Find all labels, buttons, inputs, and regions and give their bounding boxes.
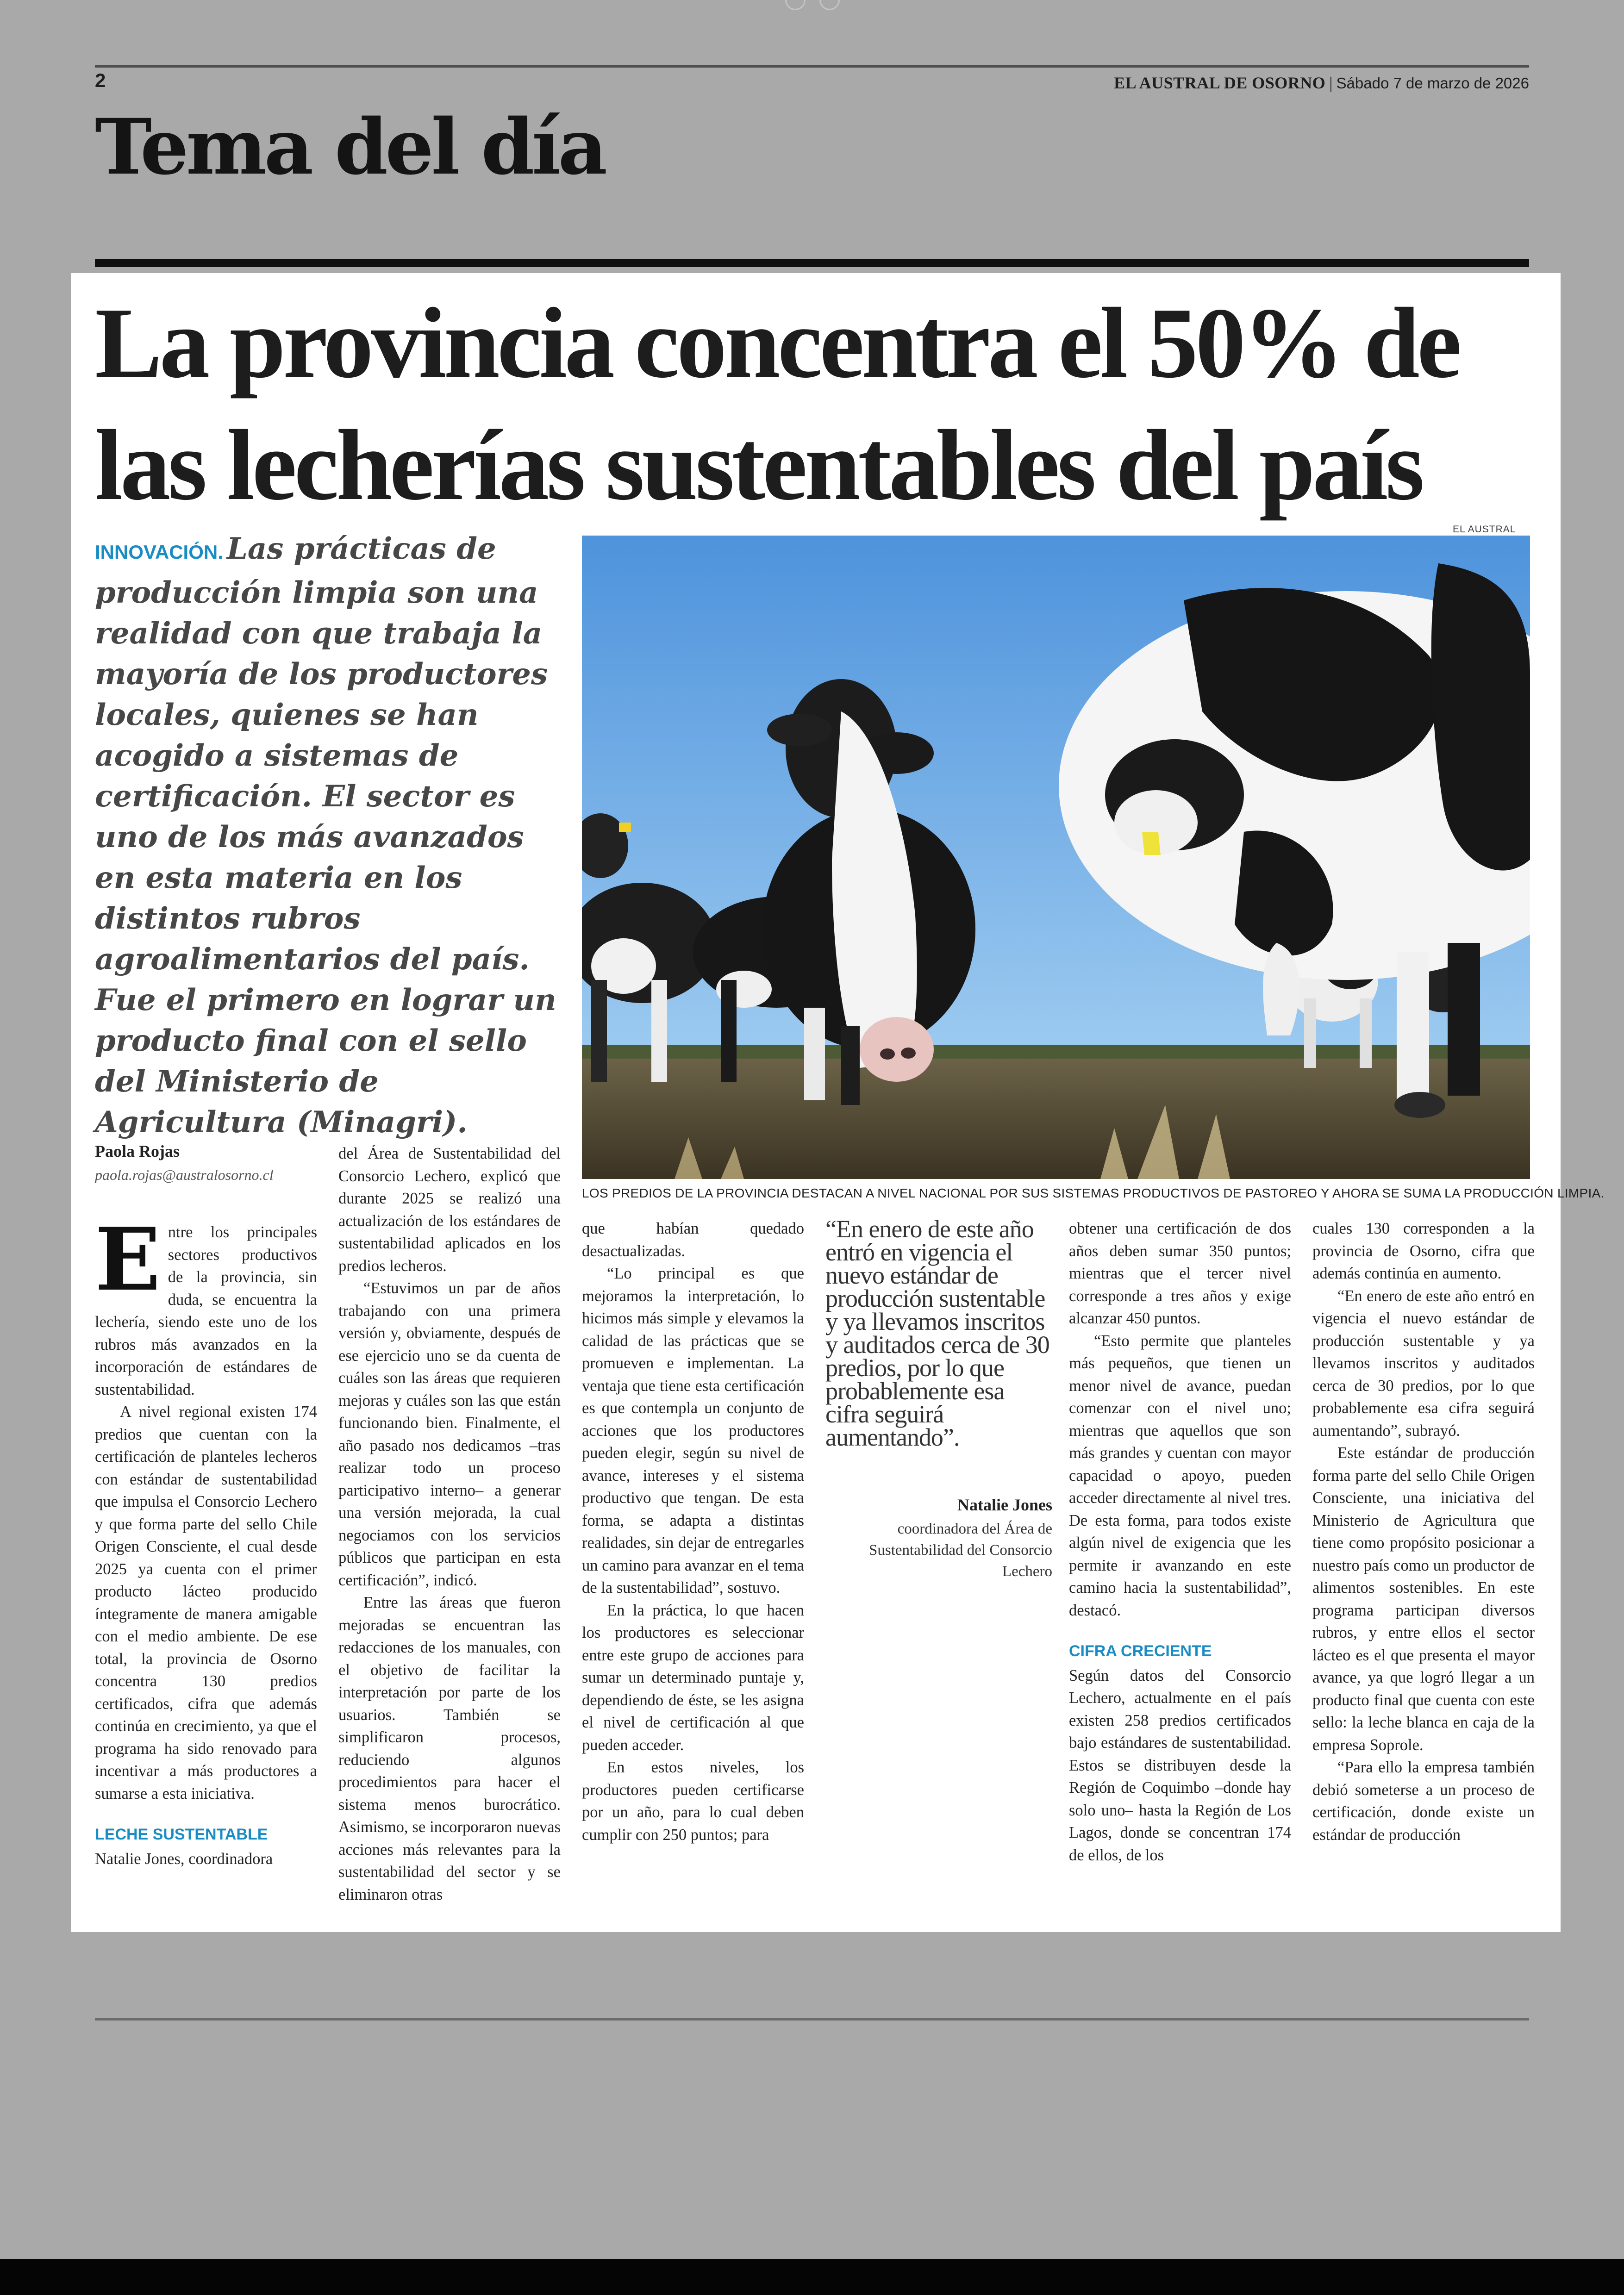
headline: La provincia concentra el 50% de las lecherías sustentables del país (95, 287, 1459, 521)
paragraph-text: ntre los principales sectores productivos de la provincia, sin duda, se encuentra la lechería, siendo este uno de los rubros más avanzados en la incorporación de estándares de sustentabilidad. (95, 1223, 317, 1398)
photo-caption: LOS PREDIOS DE LA PROVINCIA DESTACAN A NIVEL NACIONAL POR SUS SISTEMAS PRODUCTIVOS DE PASTOREO Y AHORA SE SUMA LA PRODUCCIÓN LIMPIA. (582, 1186, 1605, 1200)
deck-kicker: INNOVACIÓN. (95, 541, 223, 563)
column-6-paragraph: Este estándar de producción forma parte del sello Chile Origen Consciente, una iniciativa del Ministerio de Agricultura que tiene como propósito posicionar a nuestro país como un productor de alimentos sostenibles. En este programa participan diversos rubros, y entre ellos el sector lácteo es el que presenta el mayor avance, ya que logró llegar a un producto final que cuenta con este sello: la leche blanca en caja de la empresa Soprole. (1312, 1444, 1535, 1754)
column-2-paragraph: del Área de Sustentabilidad del Consorcio Lechero, explicó que durante 2025 se realizó una actualización de los estándares de sustentabilidad aplicados en los predios lecheros. (338, 1145, 561, 1275)
byline (95, 1141, 317, 1184)
column-6 (1312, 1217, 1535, 1846)
deck (95, 529, 558, 1143)
column-3-paragraph: En la práctica, lo que hacen los productores es seleccionar entre este grupo de acciones para sumar un determinado puntaje y, dependiendo de éste, se les asigna el nivel de certificación al que pueden acceder. (582, 1601, 804, 1754)
column-2-paragraph: Entre las áreas que fueron mejoradas se encuentran las redacciones de los manuales, con el objetivo de facilitar la interpretación por parte de los usuarios. También se simplificaron procesos, reduciendo algunos procedimientos para hacer el sistema menos burocrático. Asimismo, se incorporaron nuevas acciones más relevantes para la sustentabilidad del sector y se eliminaron otras (338, 1594, 561, 1903)
viewer-bottom-bar (0, 2259, 1624, 2295)
article-panel (71, 273, 1605, 1932)
cows-photo (582, 536, 1530, 1179)
column-5-paragraph: obtener una certificación de dos años deben sumar 350 puntos; mientras que el tercer nivel corresponde a tres años y exige alcanzar 450 puntos. (1069, 1220, 1291, 1327)
column-2 (338, 1142, 561, 1906)
photo-credit: EL AUSTRAL (1453, 524, 1516, 535)
masthead-separator: | (1329, 74, 1333, 92)
column-3-paragraph: En estos niveles, los productores pueden certificarse por un año, para lo cual deben cumplir con 250 puntos; para (582, 1759, 804, 1844)
column-1 (95, 1209, 317, 1870)
subhead-leche-sustentable: LECHE SUSTENTABLE (95, 1826, 268, 1843)
author-name: Paola Rojas (95, 1142, 180, 1160)
cows-illustration (582, 536, 1530, 1179)
header-rule (95, 65, 1529, 68)
pull-quote-name: Natalie Jones (957, 1496, 1052, 1514)
issue-date: Sábado 7 de marzo de 2026 (1336, 75, 1529, 92)
column-5 (1069, 1217, 1291, 1866)
section-title: Tema del día (95, 102, 605, 192)
pull-quote: “En enero de este año entró en vigencia el nuevo estándar de producción sustentable y ya llevamos inscritos y auditados cerca de 30 predios, por lo que probablemente esa cifra seguirá aumentando”. (825, 1215, 1049, 1451)
author-email[interactable]: paola.rojas@australosorno.cl (95, 1166, 274, 1183)
column-1-paragraph: Natalie Jones, coordinadora (95, 1850, 273, 1868)
footer-rule (95, 2018, 1529, 2021)
subhead-cifra-creciente: CIFRA CRECIENTE (1069, 1642, 1212, 1660)
deck-text: Las prácticas de producción limpia son una realidad con que trabaja la mayoría de los productores locales, quienes se han acogido a sistemas de certificación. El sector es uno de los más avanzados en esta materia en los distintos rubros agroalimentarios del país. Fue el primero en lograr un producto final con el sello del Ministerio de Agricultura (Minagri). (95, 531, 556, 1140)
column-3-paragraph: que habían quedado desactualizadas. (582, 1220, 804, 1260)
drop-cap: E (95, 1209, 161, 1310)
dot-icon[interactable] (785, 0, 806, 10)
dot-icon[interactable] (819, 0, 840, 10)
column-6-paragraph: “Para ello la empresa también debió someterse a un proceso de certificación, donde existe un estándar de producción (1312, 1759, 1535, 1844)
column-5-paragraph: “Esto permite que planteles más pequeños, que tienen un menor nivel de avance, puedan comenzar con el nivel uno; mientras que aquellos que son más grandes y cuentan con mayor capacidad o apoyo, pueden acceder directamente al nivel tres. De esta forma, para todos existe algún nivel de exigencia que les permite ir avanzando en este camino hacia la sustentabilidad”, destacó. (1069, 1332, 1291, 1619)
column-1-paragraph: A nivel regional existen 174 predios que cuentan con la certificación de planteles lecheros con estándar de sustentabilidad que impulsa el Consorcio Lechero y que forma parte del sello Chile Origen Consciente, el cual desde 2025 ya cuenta con el primer producto lácteo producido íntegramente de manera amigable con el medio ambiente. De ese total, la provincia de Osorno concentra 130 predios certificados, cifra que además continúa en crecimiento, ya que el programa ha sido renovado para incentivar a más productores a sumarse a esta iniciativa. (95, 1403, 317, 1802)
masthead (1114, 73, 1529, 93)
column-6-paragraph: “En enero de este año entró en vigencia el nuevo estándar de producción sustentable y ya llevamos inscritos y auditados cerca de 30 predios, por lo que probablemente esa cifra seguirá aumentando”, subrayó. (1312, 1287, 1535, 1440)
pull-quote-role: coordinadora del Área de Sustentabilidad del Consorcio Lechero (869, 1521, 1052, 1580)
section-rule (95, 259, 1529, 267)
viewer-page-dots[interactable] (778, 0, 847, 14)
column-1-paragraph (95, 1209, 317, 1401)
column-2-paragraph: “Estuvimos un par de años trabajando con una primera versión y, obviamente, después de ese ejercicio uno se da cuenta de cuáles son las áreas que requieren mejoras y cuáles son las que están funcionando bien. Finalmente, el año pasado nos dedicamos –tras realizar todo un proceso participativo interno– a generar una versión mejorada, la cual negociamos con los servicios públicos que participan en esta certificación”, indicó. (338, 1279, 561, 1589)
column-3 (582, 1217, 804, 1846)
newspaper-name: EL AUSTRAL DE OSORNO (1114, 74, 1326, 92)
column-5-paragraph: Según datos del Consorcio Lechero, actualmente en el país existen 258 predios certificados bajo estándares de sustentabilidad. Estos se distribuyen desde la Región de Coquimbo –donde hay solo uno– hasta la Región de Los Lagos, donde se concentran 174 de ellos, de los (1069, 1666, 1291, 1864)
column-6-paragraph: cuales 130 corresponden a la provincia de Osorno, cifra que además continúa en aumento. (1312, 1220, 1535, 1282)
column-3-paragraph: “Lo principal es que mejoramos la interpretación, lo hicimos más simple y elevamos la calidad de las prácticas que se promueven e implementan. La ventaja que tiene esta certificación es que contempla un conjunto de acciones que los productores pueden elegir, según su nivel de avance, intereses y el sistema productivo que tengan. De esta forma, se adapta a distintas realidades, sin dejar de entregarles un camino para avanzar en el tema de la sustentabilidad”, sostuvo. (582, 1265, 804, 1597)
page-number: 2 (95, 69, 106, 91)
